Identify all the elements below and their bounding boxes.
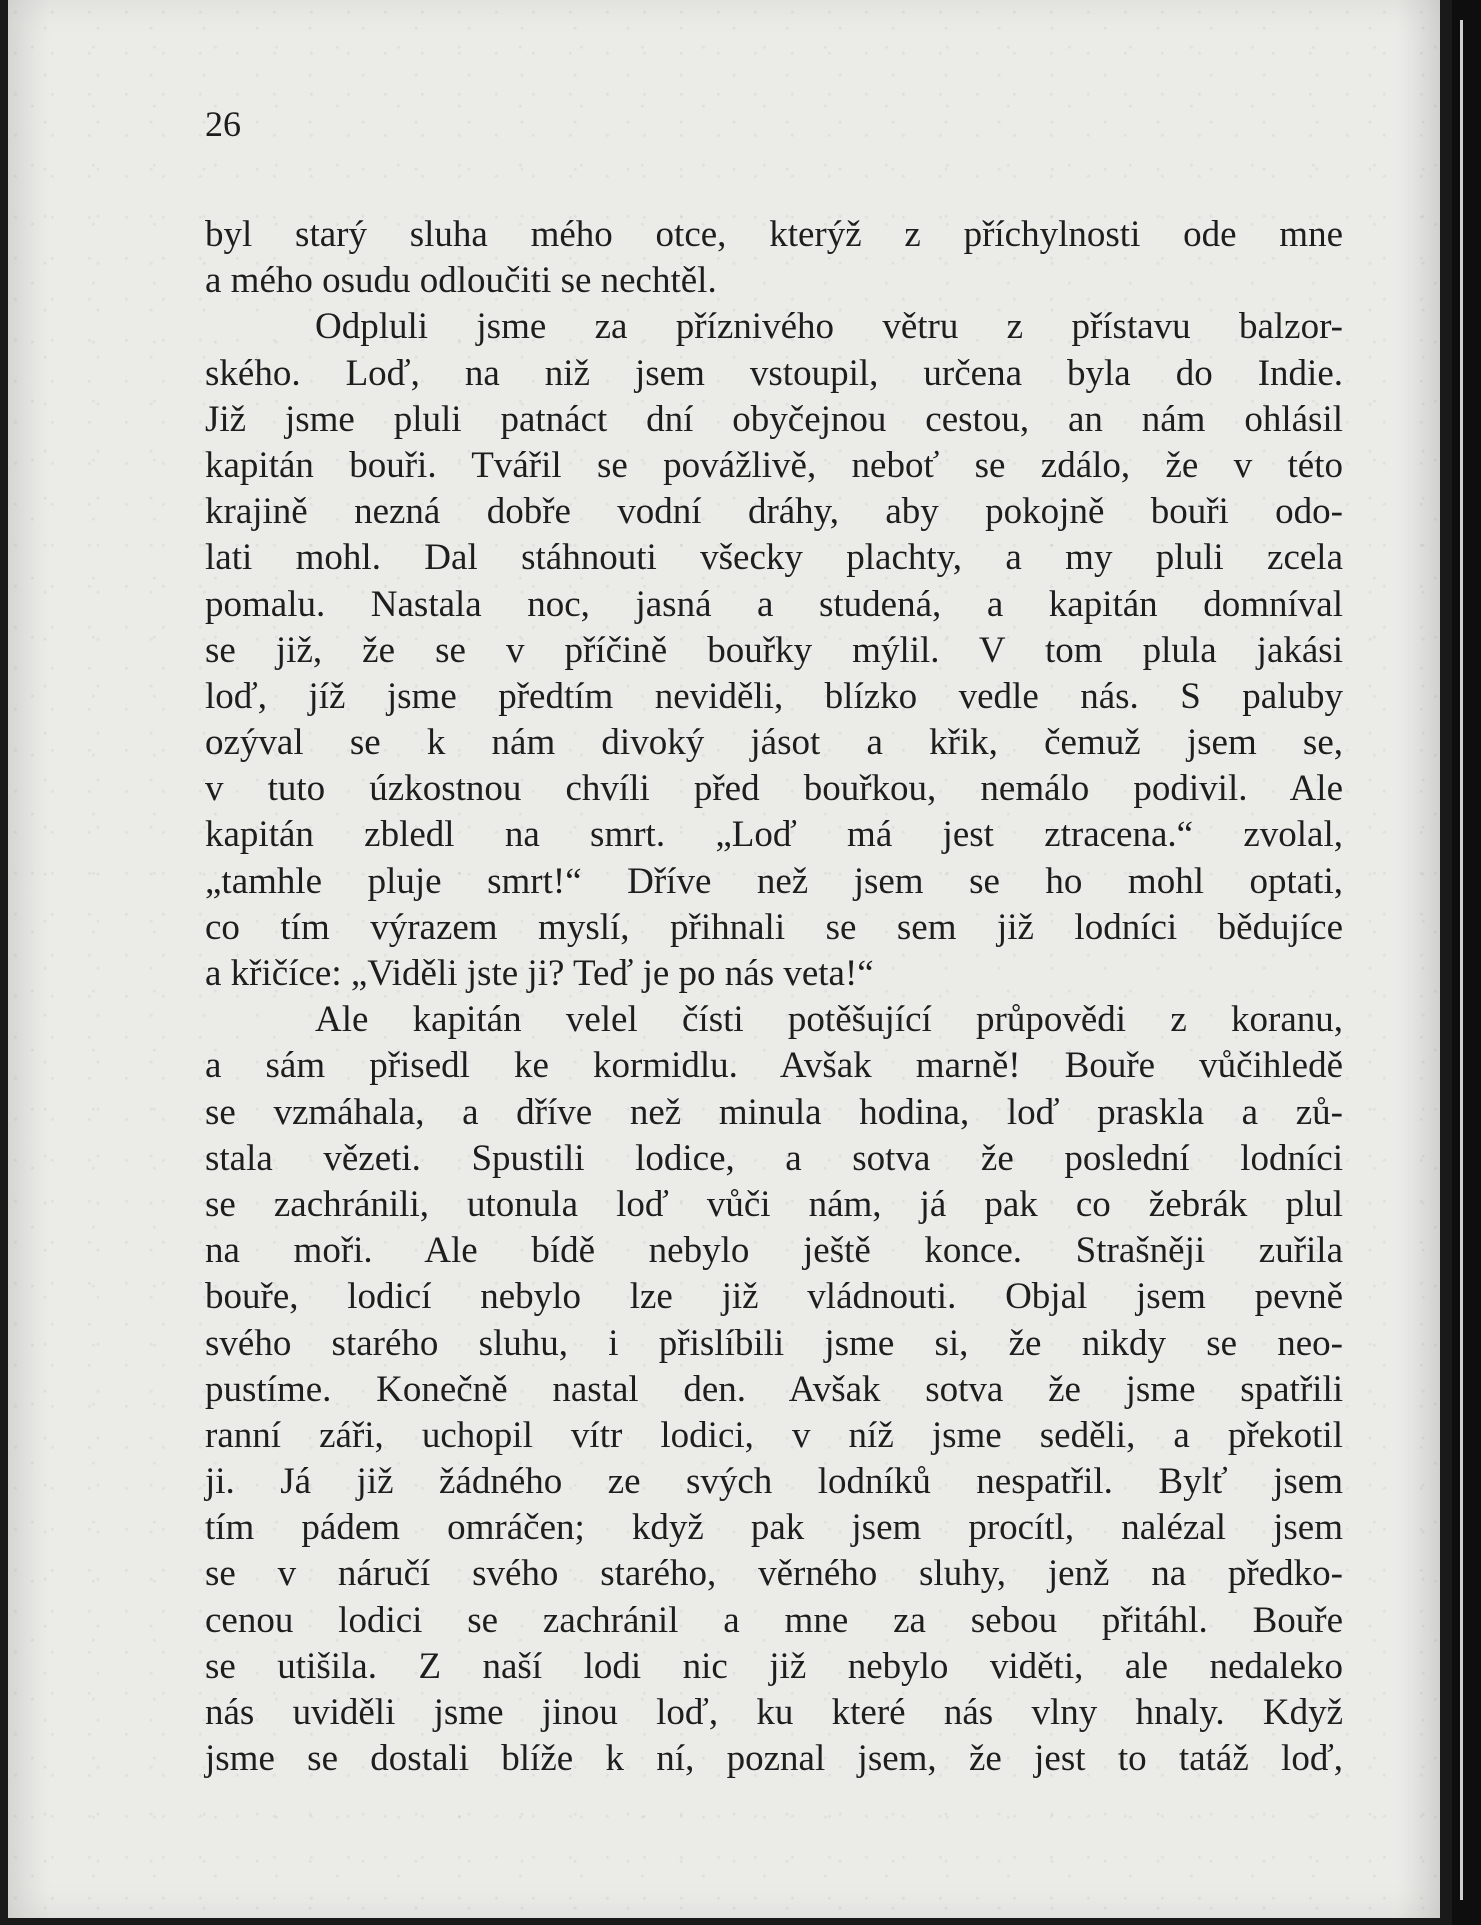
text-line: ranní záři, uchopil vítr lodici, v níž jsme seděli, a překotil — [205, 1414, 1343, 1456]
text-line: v tuto úzkostnou chvíli před bouřkou, nemálo podivil. Ale — [205, 768, 1343, 810]
text-line: ozýval se k nám divoký jásot a křik, čemuž jsem se, — [205, 722, 1343, 764]
text-line: loď, jíž jsme předtím neviděli, blízko vedle nás. S paluby — [205, 675, 1343, 717]
text-line: pomalu. Nastala noc, jasná a studená, a kapitán domníval — [205, 583, 1343, 625]
text-line: se již, že se v příčině bouřky mýlil. V tom plula jakási — [205, 629, 1343, 671]
text-line: kapitán bouři. Tvářil se povážlivě, neboť se zdálo, že v této — [205, 444, 1343, 486]
text-line: ského. Loď, na niž jsem vstoupil, určena byla do Indie. — [205, 352, 1343, 394]
text-line: se utišila. Z naší lodi nic již nebylo viděti, ale nedaleko — [205, 1645, 1343, 1687]
adjacent-page-edge — [1452, 0, 1481, 1925]
text-line: krajině nezná dobře vodní dráhy, aby pokojně bouři odo- — [205, 491, 1343, 533]
text-line: Ale kapitán velel čísti potěšující průpovědi z koranu, — [315, 999, 1343, 1041]
body-text — [205, 212, 1343, 1782]
text-line: co tím výrazem myslí, přihnali se sem již lodníci bědujíce — [205, 906, 1343, 948]
text-line: tím pádem omráčen; když pak jsem procítl, nalézal jsem — [205, 1507, 1343, 1549]
text-line: svého starého sluhu, i přislíbili jsme si, že nikdy se neo- — [205, 1322, 1343, 1364]
text-line: lati mohl. Dal stáhnouti všecky plachty, a my pluli zcela — [205, 537, 1343, 579]
text-line: ji. Já již žádného ze svých lodníků nespatřil. Bylť jsem — [205, 1461, 1343, 1503]
text-line: na moři. Ale bídě nebylo ještě konce. Strašněji zuřila — [205, 1230, 1343, 1272]
page-number: 26 — [205, 104, 241, 144]
text-line: a křičíce: „Viděli jste ji? Teď je po nás veta!“ — [205, 953, 874, 994]
text-line: a sám přisedl ke kormidlu. Avšak marně! Bouře vůčihledě — [205, 1045, 1343, 1087]
text-line: „tamhle pluje smrt!“ Dříve než jsem se ho mohl optati, — [205, 860, 1343, 902]
text-line: se v náručí svého starého, věrného sluhy, jenž na předko- — [205, 1553, 1343, 1595]
text-line: se vzmáhala, a dříve než minula hodina, loď praskla a zů- — [205, 1091, 1343, 1133]
text-line: kapitán zbledl na smrt. „Loď má jest ztracena.“ zvolal, — [205, 814, 1343, 856]
text-line: a mého osudu odloučiti se nechtěl. — [205, 260, 717, 302]
text-line: nás uviděli jsme jinou loď, ku které nás vlny hnaly. Když — [205, 1692, 1343, 1733]
text-line: stala vězeti. Spustili lodice, a sotva že poslední lodníci — [205, 1137, 1343, 1179]
text-line: cenou lodici se zachránil a mne za sebou přitáhl. Bouře — [205, 1599, 1343, 1641]
text-line: Odpluli jsme za příznivého větru z přístavu balzor- — [315, 306, 1343, 348]
text-line: Již jsme pluli patnáct dní obyčejnou cestou, an nám ohlásil — [205, 398, 1343, 440]
text-line: se zachránili, utonula loď vůči nám, já pak co žebrák plul — [205, 1183, 1343, 1225]
text-line: byl starý sluha mého otce, kterýž z příchylnosti ode mne — [205, 214, 1343, 255]
text-line: pustíme. Konečně nastal den. Avšak sotva že jsme spatřili — [205, 1368, 1343, 1410]
text-line: bouře, lodicí nebylo lze již vládnouti. Objal jsem pevně — [205, 1276, 1343, 1318]
text-line: jsme se dostali blíže k ní, poznal jsem, že jest to tatáž loď, — [205, 1738, 1343, 1780]
